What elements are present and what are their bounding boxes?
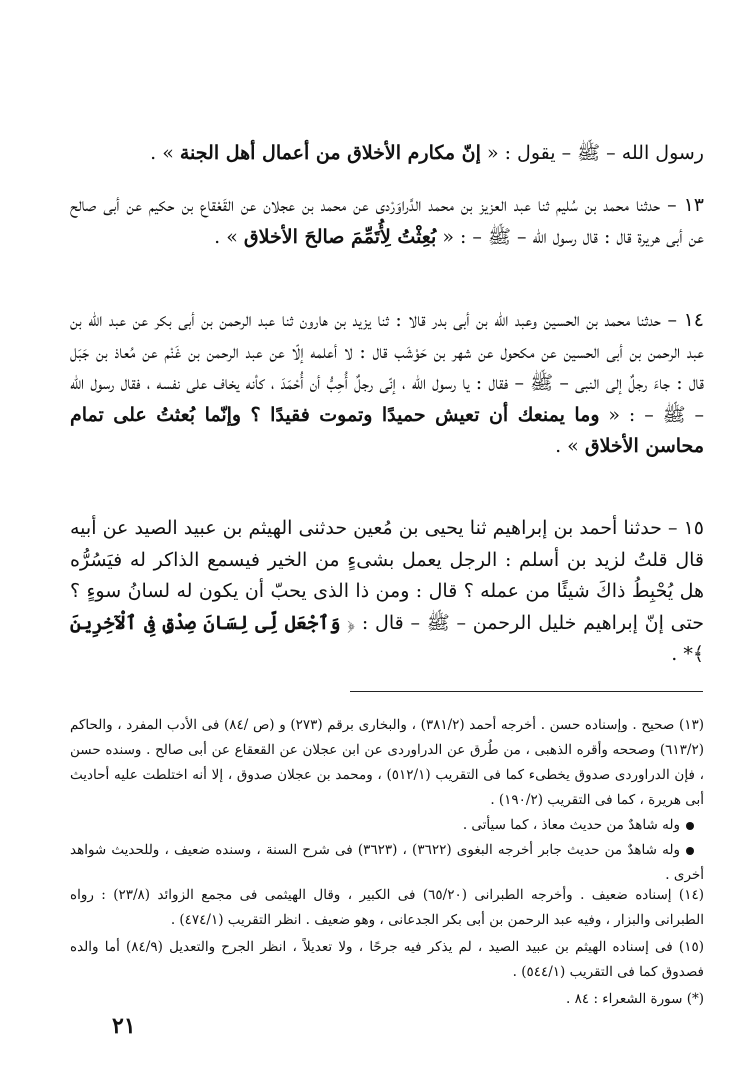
footnote-star [70,987,704,1012]
bullet-icon [686,847,694,855]
hadith-14-bold: وما يمنعك أن تعيش حميدًا وتموت فقيدًا ؟ وإنّما بُعثتُ على تمام محاسن الأخلاق [70,403,704,457]
footnote-13-bullet-1-text: وله شاهدٌ من حديث معاذ ، كما سيأتى . [462,817,680,833]
paragraph-hadith-14 [70,305,704,463]
bullet-icon [686,822,694,830]
footnote-14 [70,883,704,933]
hadith-14-end: » . [555,435,579,457]
footnote-14-text: (١٤) إسناده ضعيف . وأخرجه الطبرانى (٦٥/٢٠) فى الكبير ، وقال الهيثمى فى مجمع الزوائد (٢٣/٨) : رواه الطبرانى والبزار ، وفيه عبد الرحمن بن أبى بكر الجدعانى ، وهو ضعيف . انظر التقريب (٤٧٤/١) . [70,887,704,928]
intro-hadith-bold: إنّ مكارم الأخلاق من أعمال أهل الجنة [179,142,481,164]
hadith-14-text: ١٤ – حدثنا محمد بن الحسين وعبد الله بن أبى بدر قالا : ثنا يزيد بن هارون ثنا عبد الرحمن بن أبى بكر عن عبد الله بن عبد الرحمن بن أبى الحسين عن مكحول عن شهر بن حَوْشَب قال : لا أعلمه إلّا عن عبد الرحمن بن غَنْم عن مُعاذ بن جَبَل قال : جاءَ رجلٌ إلى النبى – ﷺ – فقال : يا رسول الله ، إنّى رجلٌ أُحِبُّ أن أُحْمَدَ ، كأنه يخاف على نفسه ، فقال رسول الله – ﷺ – : « [70,309,704,426]
paragraph-hadith-13 [70,190,704,253]
hadith-15-text: ١٥ – حدثنا أحمد بن إبراهيم ثنا يحيى بن مُعين حدثنى الهيثم بن عبيد الصيد عن أبيه قال قلتُ لزيد بن أسلم : الرجل يعمل بشىءٍ من الخير فيسمع الذاكر له فيَسُرُّه هل يُحْبِطُ ذاكَ شيئًا من عمله ؟ قال : ومن ذا الذى يحبّ أن يكون له لسانُ سوءٍ ؟ حتى إنّ إبراهيم خليل الرحمن – ﷺ – قال : ﴿ [70,517,704,634]
footnote-15-text: (١٥) فى إسناده الهيثم بن عبيد الصيد ، لم يذكر فيه جرحًا ، ولا تعديلاً ، انظر الجرح والتعديل (٨٤/٩) أما والده فصدوق كما فى التقريب (٥٤٤/١) . [70,939,704,980]
page-number: ٢١ [112,1013,136,1039]
footnote-13-bullet-1 [70,813,704,838]
paragraph-hadith-15 [70,513,704,671]
intro-end: » . [150,142,174,164]
hadith-13-end: » . [214,225,238,248]
hadith-15-bold: وَٱجْعَل لِّى لِسَانَ صِدْقٍ فِى ٱلْآخِرِينَ [70,611,341,634]
hadith-15-end: ﴾* . [671,643,704,665]
footnote-divider [350,691,703,692]
intro-text: رسول الله – ﷺ – يقول : « [486,142,704,164]
footnote-15 [70,935,704,985]
footnote-13-bullet-2 [70,838,704,888]
footnote-star-text: (*) سورة الشعراء : ٨٤ . [566,991,704,1007]
hadith-13-bold: بُعِثْتُ لِأُتَمِّمَ صالحَ الأخلاق [243,225,437,248]
footnote-13 [70,713,704,888]
hadith-13-text: ١٣ – حدثنا محمد بن سُليم ثنا عبد العزيز بن محمد الدَّراوَرْدى عن محمد بن عجلان عن القَعْقاع بن حكيم عن أبى صالح عن أبى هريرة قال : قال رسول الله – ﷺ – : « [70,194,704,248]
footnote-13-bullet-2-text: وله شاهدٌ من حديث جابر أخرجه البغوى (٣٦٢٢) ، (٣٦٢٣) فى شرح السنة ، وسنده ضعيف ، وللحديث شواهد أخرى . [70,842,704,883]
paragraph-intro [70,138,704,170]
footnote-13-text: (١٣) صحيح . وإسناده حسن . أخرجه أحمد (٣٨١/٢) ، والبخارى برقم (٢٧٣) و (ص /٨٤) فى الأدب المفرد ، والحاكم (٦١٣/٢) وصححه وأقره الذهبى ، من طُرق عن الدراوردى عن ابن عجلان عن القعقاع عن أبى صالح . وسنده حسن ، فإن الدراوردى صدوق يخطىء كما فى التقريب (٥١٢/١) ، ومحمد بن عجلان صدوق ، إلا أنه اختلطت عليه أحاديث أبى هريرة ، كما فى التقريب (١٩٠/٢) . [70,717,705,808]
